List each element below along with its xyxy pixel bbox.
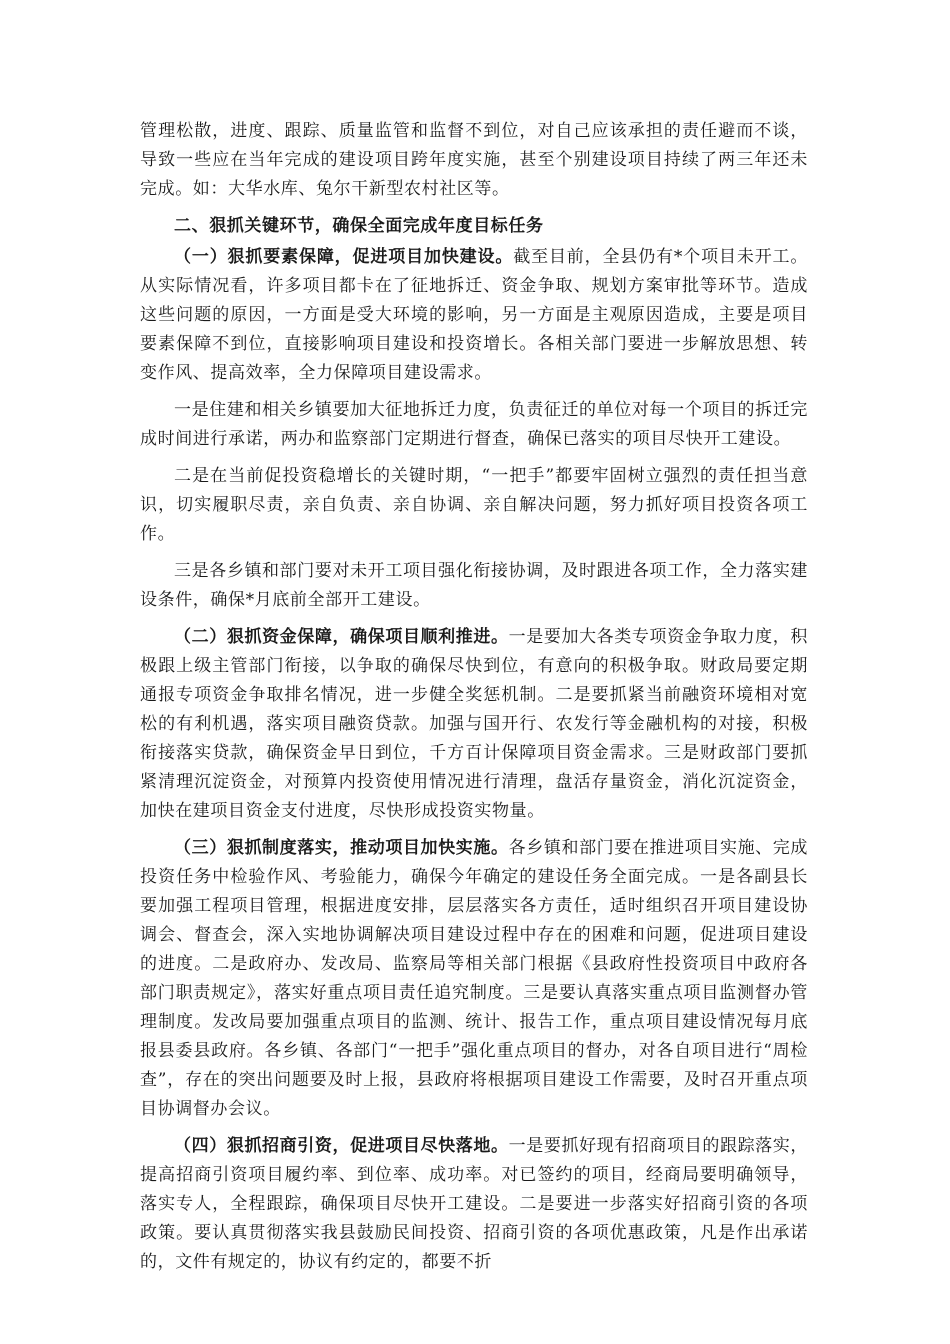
item-3-body: 各乡镇和部门要在推进项目实施、完成投资任务中检验作风、考验能力，确保今年确定的建设任务全面完成。一是各副县长要加强工程项目管理，根据进度安排，层层落实各方责任，适时组织召开项目建设协调会、督查会，深入实地协调解决项目建设过程中存在的困难和问题，促进项目建设的进度。二是政府办、发改局、监察局等相关部门根据《县政府性投资项目中政府各部门职责规定》，落实好重点项目责任追究制度。三是要认真落实重点项目监测督办管理制度。发改局要加强重点项目的监测、统计、报告工作，重点项目建设情况每月底报县委县政府。各乡镇、各部门“一把手”强化重点项目的督办，对各自项目进行“周检查”，存在的突出问题要及时上报，县政府将根据项目建设工作需要，及时召开重点项目协调督办会议。 xyxy=(140,838,809,1119)
paragraph-sub-1: 一是住建和相关乡镇要加大征地拆迁力度，负责征迁的单位对每一个项目的拆迁完成时间进行承诺，两办和监察部门定期进行督查，确保已落实的项目尽快开工建设。 xyxy=(140,400,808,449)
paragraph-item-3 xyxy=(140,834,808,1124)
section-heading: 二、狠抓关键环节，确保全面完成年度目标任务 xyxy=(174,216,544,236)
paragraph-item-4 xyxy=(140,1132,808,1277)
paragraph-item-1 xyxy=(140,243,808,388)
item-1-lead: （一）狠抓要素保障，促进项目加快建设。 xyxy=(174,247,514,267)
paragraph-item-2 xyxy=(140,623,808,826)
item-4-body: 一是要抓好现有招商项目的跟踪落实，提高招商引资项目履约率、到位率、成功率。对已签约的项目，经商局要明确领导，落实专人，全程跟踪，确保项目尽快开工建设。二是要进一步落实好招商引资的各项政策。要认真贯彻落实我县鼓励民间投资、招商引资的各项优惠政策，凡是作出承诺的，文件有规定的，协议有约定的，都要不折 xyxy=(140,1136,809,1272)
paragraph-continuation: 管理松散，进度、跟踪、质量监管和监督不到位，对自己应该承担的责任避而不谈，导致一些应在当年完成的建设项目跨年度实施，甚至个别建设项目持续了两三年还未完成。如：大华水库、兔尔干新型农村社区等。 xyxy=(140,121,808,199)
item-3-lead: （三）狠抓制度落实，推动项目加快实施。 xyxy=(174,838,509,858)
item-2-body: 一是要加大各类专项资金争取力度，积极跟上级主管部门衔接，以争取的确保尽快到位，有意向的积极争取。财政局要定期通报专项资金争取排名情况，进一步健全奖惩机制。二是要抓紧当前融资环境相对宽松的有利机遇，落实项目融资贷款。加强与国开行、农发行等金融机构的对接，积极衔接落实贷款，确保资金早日到位，千方百计保障项目资金需求。三是财政部门要抓紧清理沉淀资金，对预算内投资使用情况进行清理，盘活存量资金，消化沉淀资金，加快在建项目资金支付进度，尽快形成投资实物量。 xyxy=(140,627,809,821)
item-2-lead: （二）狠抓资金保障，确保项目顺利推进。 xyxy=(174,627,509,647)
document-page xyxy=(140,117,808,1285)
item-1-body: 截至目前，全县仍有*个项目未开工。从实际情况看，许多项目都卡在了征地拆迁、资金争取、规划方案审批等环节。造成这些问题的原因，一方面是受大环境的影响，另一方面是主观原因造成，主要是项目要素保障不到位，直接影响项目建设和投资增长。各相关部门要进一步解放思想、转变作风、提高效率，全力保障项目建设需求。 xyxy=(140,247,808,383)
paragraph-sub-3: 三是各乡镇和部门要对未开工项目强化衔接协调，及时跟进各项工作，全力落实建设条件，确保*月底前全部开工建设。 xyxy=(140,561,808,610)
item-4-lead: （四）狠抓招商引资，促进项目尽快落地。 xyxy=(174,1136,509,1156)
paragraph-sub-2: 二是在当前促投资稳增长的关键时期，“一把手”都要牢固树立强烈的责任担当意识，切实履职尽责，亲自负责、亲自协调、亲自解决问题，努力抓好项目投资各项工作。 xyxy=(140,466,808,544)
